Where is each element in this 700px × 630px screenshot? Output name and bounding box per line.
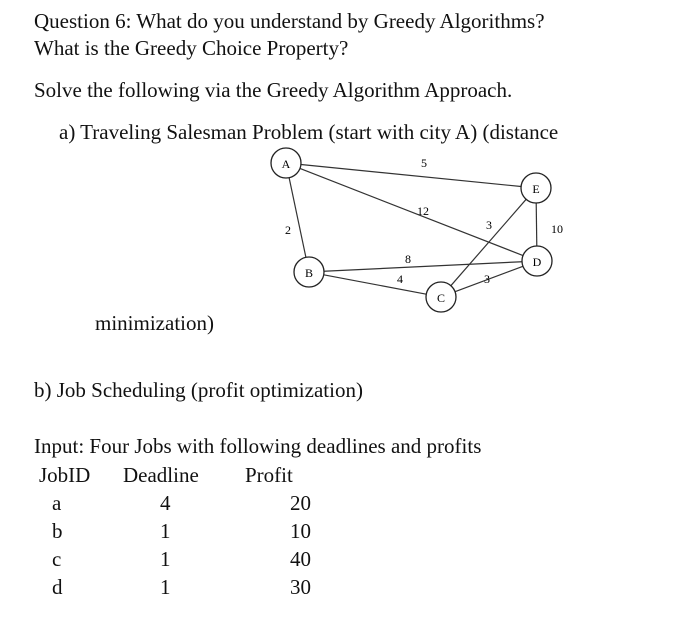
- city-node-a: [271, 148, 301, 178]
- edge-a-e: [301, 164, 521, 186]
- job-profit-cell: 40: [290, 547, 311, 571]
- edge-weight-label: 12: [417, 204, 429, 218]
- edge-weight-label: 3: [486, 218, 492, 232]
- city-label: B: [304, 266, 314, 280]
- job-deadline-cell: 1: [160, 575, 171, 599]
- edge-weight-label: 10: [551, 222, 563, 236]
- job-deadline-cell: 1: [160, 519, 171, 543]
- job-id-cell: a: [52, 491, 62, 515]
- edge-e-d: [536, 203, 537, 246]
- jobs-input-text: Input: Four Jobs with following deadlines and profits: [34, 434, 482, 458]
- city-node-c: [426, 282, 456, 312]
- edge-weight-label: 5: [421, 156, 427, 170]
- city-node-b: [294, 257, 324, 287]
- job-deadline-cell: 1: [160, 547, 171, 571]
- edge-weight-label: 2: [285, 223, 291, 237]
- job-deadline-cell: 4: [160, 491, 171, 515]
- edge-weight-label: 3: [484, 272, 490, 286]
- jobs-header-profit: Profit: [245, 463, 293, 487]
- instruction-text: Solve the following via the Greedy Algorithm Approach.: [34, 78, 513, 102]
- jobs-header-jobid: JobID: [39, 463, 91, 487]
- edge-b-d: [324, 262, 522, 272]
- part-a-heading-continued: minimization): [95, 311, 214, 335]
- edge-b-c: [324, 275, 427, 294]
- job-id-cell: c: [52, 547, 62, 571]
- job-profit-cell: 20: [290, 491, 311, 515]
- edge-weight-label: 4: [397, 272, 403, 286]
- job-id-cell: b: [52, 519, 63, 543]
- part-a-heading: a) Traveling Salesman Problem (start with city A) (distance: [59, 120, 559, 144]
- city-label: D: [532, 255, 542, 269]
- city-label: E: [532, 182, 540, 196]
- job-id-cell: d: [52, 575, 63, 599]
- question-title-line1: Question 6: What do you understand by Greedy Algorithms?: [34, 9, 545, 33]
- job-profit-cell: 10: [290, 519, 311, 543]
- jobs-header-deadline: Deadline: [123, 463, 199, 487]
- edge-weight-label: 8: [405, 252, 411, 266]
- part-b-heading: b) Job Scheduling (profit optimization): [34, 378, 363, 402]
- edge-a-b: [289, 178, 306, 258]
- city-label: A: [281, 157, 291, 171]
- city-node-e: [521, 173, 551, 203]
- question-title-line2: What is the Greedy Choice Property?: [34, 36, 349, 60]
- edge-a-d: [300, 168, 523, 255]
- city-label: C: [436, 291, 446, 305]
- city-node-d: [522, 246, 552, 276]
- job-profit-cell: 30: [290, 575, 311, 599]
